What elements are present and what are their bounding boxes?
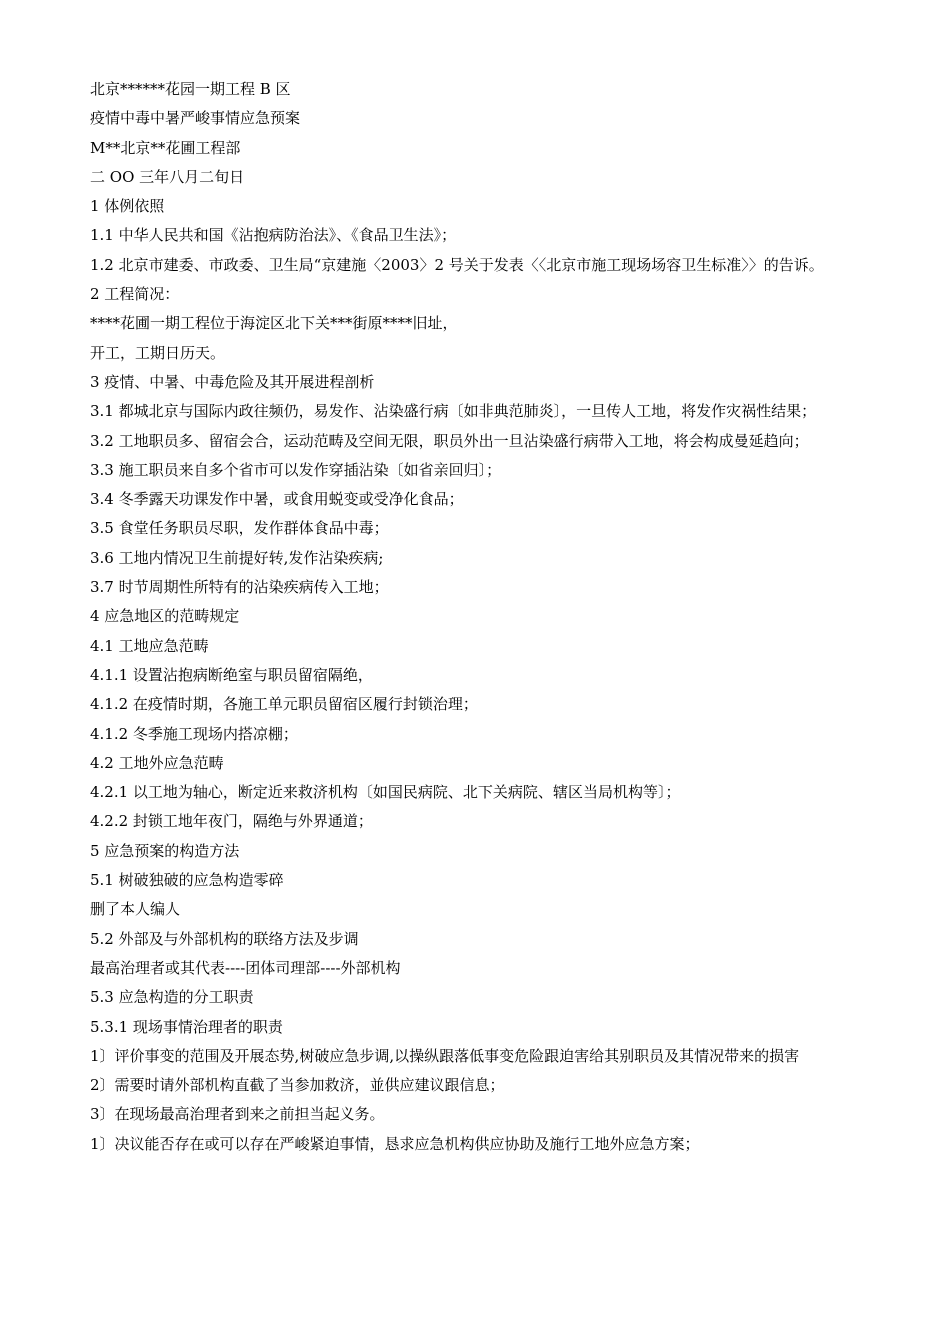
paragraph: 开工，工期日历天。 (90, 343, 226, 362)
list-item: 3〕在现场最高治理者到来之前担当起义务。 (90, 1105, 385, 1124)
paragraph: 4.2.1 以工地为轴心，断定近来救济机构〔如国民病院、北下关病院、辖区当局机构等〕； (90, 783, 681, 802)
subsection-heading: 5.2 外部及与外部机构的联络方法及步调 (90, 929, 359, 948)
paragraph: 3.7 时节周期性所特有的沾染疾病传入工地； (90, 578, 389, 597)
paragraph: 3.3 施工职员来自多个省市可以发作穿插沾染〔如省亲回归〕； (90, 460, 502, 479)
paragraph: 3.5 食堂任务职员尽职，发作群体食品中毒； (90, 519, 389, 538)
paragraph: 4.2.2 封锁工地年夜门，隔绝与外界通道； (90, 812, 373, 831)
paragraph: 最高治理者或其代表----团体司理部----外部机构 (90, 958, 401, 977)
list-item: 1〕决议能否存在或可以存在严峻紧迫事情，恳求应急机构供应协助及施行工地外应急方案； (90, 1134, 700, 1153)
doc-title-project: 北京******花园一期工程 B 区 (90, 80, 291, 98)
section-heading: 2 工程简况： (90, 285, 180, 304)
paragraph: 1.2 北京市建委、市政委、卫生局“京建施〈2003〉2 号关于发表〈〈北京市施工现场场容卫生标准〉〉的告诉。 (90, 255, 824, 274)
subsection-heading: 5.3 应急构造的分工职责 (90, 988, 254, 1007)
paragraph: 3.4 冬季露天功课发作中暑，或食用蜕变或受净化食品； (90, 490, 464, 509)
subsection-heading: 5.3.1 现场事情治理者的职责 (90, 1017, 283, 1036)
section-heading: 4 应急地区的范畴规定 (90, 607, 240, 626)
section-heading: 1 体例依照 (90, 197, 165, 216)
paragraph: 删了本人编人 (90, 900, 181, 919)
paragraph: 4.1.2 在疫情时期，各施工单元职员留宿区履行封锁治理； (90, 695, 478, 714)
paragraph: 4.1.2 冬季施工现场内搭凉棚； (90, 724, 298, 743)
paragraph: 3.1 都城北京与国际内政往频仍，易发作、沾染盛行病〔如非典范肺炎〕，一旦传人工地，将发作灾祸性结果； (90, 402, 817, 421)
document-page (90, 75, 865, 1159)
section-heading: 5 应急预案的构造方法 (90, 841, 240, 860)
doc-title-plan: 疫情中毒中暑严峻事情应急预案 (90, 109, 301, 128)
list-item: 1〕评价事变的范围及开展态势,树破应急步调,以操纵跟落低事变危险跟迫害给其别职员及其情况带来的损害 (90, 1046, 800, 1065)
subsection-heading: 4.2 工地外应急范畴 (90, 753, 224, 772)
subsection-heading: 4.1 工地应急范畴 (90, 636, 209, 655)
paragraph: 3.2 工地职员多、留宿会合，运动范畴及空间无限，职员外出一旦沾染盛行病带入工地，将会构成曼延趋向； (90, 431, 809, 450)
doc-date: 二 OO 三年八月二旬日 (90, 167, 245, 186)
paragraph: 4.1.1 设置沾抱病断绝室与职员留宿隔绝， (90, 665, 373, 684)
paragraph: ****花圃一期工程位于海淀区北下关***街原****旧址， (90, 314, 458, 333)
doc-author: M**北京**花圃工程部 (90, 138, 241, 157)
list-item: 2〕需要时请外部机构直截了当参加救济，並供应建议跟信息； (90, 1076, 505, 1095)
paragraph: 1.1 中华人民共和国《沾抱病防治法》、《食品卫生法》； (90, 226, 457, 245)
section-heading: 3 疫情、中暑、中毒危险及其开展进程剖析 (90, 372, 375, 391)
subsection-heading: 5.1 树破独破的应急构造零碎 (90, 871, 284, 890)
paragraph: 3.6 工地内情况卫生前提好转,发作沾染疾病; (90, 548, 384, 567)
